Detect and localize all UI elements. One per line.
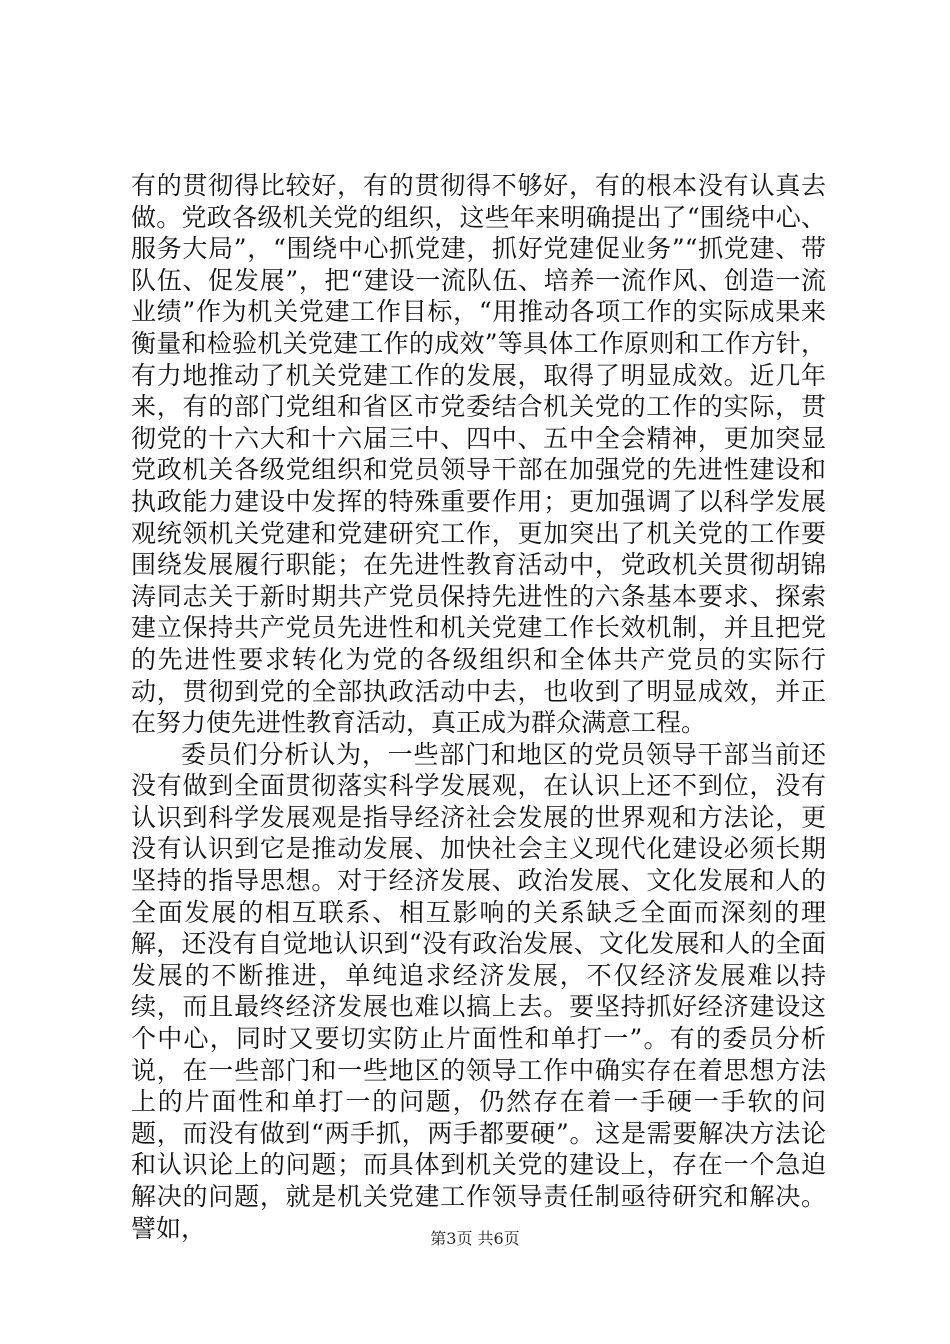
paragraph-1: 有的贯彻得比较好，有的贯彻得不够好，有的根本没有认真去做。党政各级机关党的组织，这些年来明确提出了“围绕中心、服务大局”，“围绕中心抓党建，抓好党建促业务”“抓党建、带队伍、促发展”，把“建设一流队伍、培养一流作风、创造一流业绩”作为机关党建工作目标，“用推动各项工作的实际成果来衡量和检验机关党建工作的成效”等具体工作原则和工作方针，有力地推动了机关党建工作的发展，取得了明显成效。近几年来，有的部门党组和省区市党委结合机关党的工作的实际，贯彻党的十六大和十六届三中、四中、五中全会精神，更加突显党政机关各级党组织和党员领导干部在加强党的先进性建设和执政能力建设中发挥的特殊重要作用；更加强调了以科学发展观统领机关党建和党建研究工作，更加突出了机关党的工作要围绕发展履行职能；在先进性教育活动中，党政机关贯彻胡锦涛同志关于新时期共产党员保持先进性的六条基本要求、探索建立保持共产党员先进性和机关党建工作长效机制，并且把党的先进性要求转化为党的各级组织和全体共产党员的实际行动，贯彻到党的全部执政活动中去，也收到了明显成效，并正在努力使先进性教育活动，真正成为群众满意工程。 bbox=[131, 171, 826, 738]
page-footer: 第3页 共6页 bbox=[430, 1229, 520, 1248]
paragraph-2: 委员们分析认为，一些部门和地区的党员领导干部当前还没有做到全面贯彻落实科学发展观，在认识上还不到位，没有认识到科学发展观是指导经济社会发展的世界观和方法论，更没有认识到它是推动发展、加快社会主义现代化建设必须长期坚持的指导思想。对于经济发展、政治发展、文化发展和人的全面发展的相互联系、相互影响的关系缺乏全面而深刻的理解，还没有自觉地认识到“没有政治发展、文化发展和人的全面发展的不断推进，单纯追求经济发展，不仅经济发展难以持续，而且最终经济发展也难以搞上去。要坚持抓好经济建设这个中心，同时又要切实防止片面性和单打一”。有的委员分析说，在一些部门和一些地区的领导工作中确实存在着思想方法上的片面性和单打一的问题，仍然存在着一手硬一手软的问题，而没有做到“两手抓，两手都要硬”。这是需要解决方法论和认识论上的问题；而具体到机关党的建设上，存在一个急迫解决的问题，就是机关党建工作领导责任制亟待研究和解决。譬如， bbox=[131, 739, 826, 1243]
body-text bbox=[131, 170, 826, 1244]
